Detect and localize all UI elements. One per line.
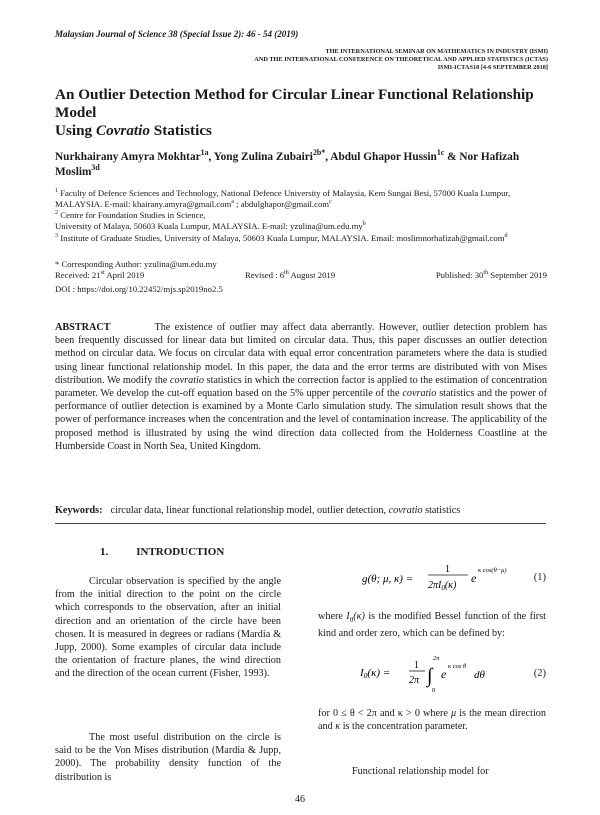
where-suffix: is the modified Bessel function of the first kind and order zero, which can be defined by: [318, 611, 546, 640]
eq2-numerator: 1 [414, 660, 419, 671]
eq1-den-arg: (κ) [444, 580, 457, 591]
kappa-symbol: κ [335, 721, 341, 733]
title-line-2-prefix: Using [55, 122, 96, 139]
affiliation-2-line-1: Centre for Foundation Studies in Science, [58, 210, 206, 220]
horizontal-divider [55, 523, 546, 524]
abstract [55, 321, 547, 453]
keywords-italic: covratio [388, 505, 423, 516]
eq2-lhs-symbol: I [360, 667, 364, 679]
published-suffix: September 2019 [488, 270, 547, 280]
author-2: Yong Zulina Zubairi [213, 151, 313, 163]
affiliation-2-marker: 2 [55, 210, 59, 217]
eq1-lhs: g(θ; μ, κ) = [362, 573, 414, 585]
affiliation-1-text: Faculty of Defence Sciences and Technology, National Defence University of Malaysia, Kem Sungai Besi, 57000 Kuala Lumpur, MALAYSIA. E-mail: khairany.amyra@gmail.com [55, 188, 511, 209]
parameter-conditions [318, 707, 546, 733]
conference-line-2: AND THE INTERNATIONAL CONFERENCE ON THEORETICAL AND APPLIED STATISTICS (ICTAS) [254, 56, 548, 63]
email-marker: b [362, 220, 366, 227]
conditions-text-2: is the mean direction and [318, 708, 546, 733]
integral-icon: ∫ [427, 665, 433, 687]
author-3-sup: 1c [436, 148, 445, 158]
bessel-symbol: I [346, 611, 350, 622]
received-suffix: April 2019 [104, 270, 145, 280]
author-list [55, 150, 550, 179]
intro-paragraph-1 [55, 575, 281, 681]
received-date [55, 270, 144, 280]
section-title: INTRODUCTION [136, 546, 225, 558]
eq2-differential: dθ [474, 669, 485, 681]
received-prefix: Received: 21 [55, 270, 101, 280]
email-marker: a [231, 198, 234, 205]
equation-1 [318, 560, 546, 594]
conditions-text-3: is the concentration parameter. [340, 721, 468, 733]
conditions-text-1: for 0 ≤ θ < 2π and κ > 0 where [318, 708, 451, 719]
intro-paragraph-1-text: Circular observation is specified by the angle from the initial direction to the point on the circle which corresponds to the observation, after an initial direction and an orientation of the circle have been chosen. It is measured in degrees or radians (Mardia & Jupp, 2000). Some examples of circular data include the orientation of fracture planes, the wind direction and the direction of the ocean current (Fisher, 1993). [55, 576, 281, 680]
bessel-definition-text [318, 610, 546, 640]
author-separator: , [208, 151, 214, 163]
title-line-2-suffix: Statistics [149, 122, 212, 139]
affiliation-2-line-2: University of Malaya, 50603 Kuala Lumpur, MALAYSIA. E-mail: yzulina@um.edu.my [55, 220, 363, 231]
affiliation-3-text: Institute of Graduate Studies, University of Malaya, 50603 Kuala Lumpur, MALAYSIA. Email: moslimnorhafizah@gmail.com [58, 233, 505, 243]
mu-symbol: μ [451, 708, 457, 719]
affiliation-1-marker: 1 [55, 188, 59, 195]
functional-relationship-paragraph [318, 765, 546, 778]
eq1-numerator: 1 [445, 564, 450, 575]
intro-paragraph-2 [55, 731, 281, 784]
abstract-label: ABSTRACT [55, 322, 111, 333]
where-prefix: where [318, 611, 347, 622]
title-line-2-italic: Covratio [95, 122, 150, 139]
conference-line-3: ISMI-ICTAS18 [4-6 SEPTEMBER 2018] [437, 64, 548, 71]
author-4-sup: 3d [91, 162, 100, 172]
equation-2-number: (2) [533, 667, 546, 679]
author-2-sup: 2b* [312, 148, 326, 158]
revised-prefix: Revised : 6 [244, 270, 285, 280]
equation-1-formula [318, 560, 508, 594]
eq1-denominator [428, 580, 457, 592]
eq2-exponent: κ cos θ [448, 663, 467, 670]
keywords [55, 505, 547, 516]
eq2-lhs-arg: (κ) = [367, 667, 391, 679]
equation-1-number: (1) [533, 571, 546, 583]
page-number: 46 [295, 794, 305, 805]
received-sup: st [100, 270, 105, 277]
bessel-subscript: 0 [349, 616, 354, 625]
keywords-label: Keywords: [55, 505, 103, 516]
affiliation-3 [55, 233, 547, 244]
title-line-1: An Outlier Detection Method for Circular Linear Functional Relationship Model [55, 86, 534, 121]
author-1-sup: 1a [200, 148, 209, 158]
published-prefix: Published: 30 [435, 270, 484, 280]
equation-2-formula [318, 652, 508, 694]
affiliation-1 [55, 188, 547, 209]
affiliation-3-marker: 3 [55, 233, 59, 240]
eq1-exponent: κ cos(θ−μ) [478, 567, 507, 574]
functional-relationship-text: Functional relationship model for [352, 766, 489, 777]
doi-link[interactable]: DOI : https://doi.org/10.22452/mjs.sp2019no2.5 [55, 284, 223, 294]
published-date [436, 270, 547, 280]
author-4: Nor Hafizah Moslim [55, 151, 520, 178]
journal-citation: Malaysian Journal of Science 38 (Special Issue 2): 46 - 54 (2019) [55, 29, 299, 39]
author-1: Nurkhairany Amyra Mokhtar [55, 151, 201, 163]
email-marker: c [329, 198, 332, 205]
eq1-den-main: 2πI [428, 580, 442, 591]
equation-2 [318, 652, 546, 694]
bessel-argument: (κ) [353, 611, 365, 622]
revised-date [245, 270, 335, 280]
eq2-exp-base: e [441, 667, 447, 681]
eq2-integral-upper: 2π [433, 655, 440, 662]
revised-suffix: August 2019 [288, 270, 336, 280]
paper-title [55, 86, 550, 140]
affiliation-2 [55, 210, 547, 231]
abstract-text-1: The existence of outlier may affect data aberrantly. However, outlier detection problem has been frequently discussed for linear data but limited on circular data. Thus, this paper discusses an outlier detection method on circular data. We focus on circular data with equal error concentration parameters where the data is studied using linear functional relationship model. In this paper, the data and the error terms are distributed with von Mises distribution. We modify the [55, 322, 547, 386]
eq2-integral-lower: 0 [432, 687, 436, 694]
article-dates [55, 270, 547, 280]
section-heading-introduction [100, 546, 224, 558]
affiliation-1-email: ; abdulghapor@gmail.com [233, 198, 330, 209]
eq1-den-sub: 0 [441, 584, 445, 592]
eq2-lhs [359, 667, 390, 680]
eq1-exp-base: e [471, 571, 477, 585]
keywords-text: circular data, linear functional relationship model, outlier detection, [110, 505, 389, 516]
abstract-italic-2: covratio [402, 388, 437, 400]
eq2-lhs-sub: 0 [363, 671, 368, 680]
conference-line-1: THE INTERNATIONAL SEMINAR ON MATHEMATICS IN INDUSTRY (ISMI) [325, 48, 548, 55]
abstract-italic-1: covratio [170, 374, 204, 386]
published-sup: th [483, 270, 489, 277]
intro-paragraph-2-text: The most useful distribution on the circle is said to be the Von Mises distribution (Mardia & Jupp, 2000). The probability density function of the distribution is [55, 732, 281, 783]
author-separator: , [325, 151, 331, 163]
corresponding-author: * Corresponding Author: yzulina@um.edu.my [55, 259, 217, 269]
revised-sup: th [284, 270, 289, 277]
email-marker: d [504, 233, 508, 240]
author-separator: & [444, 151, 460, 163]
author-3: Abdul Ghapor Hussin [330, 151, 437, 163]
abstract-text-2: statistics in which the correction factor is applied to the estimation of concentration parameter. We develop the cut-off equation based on the 5% upper percentile of the [55, 374, 547, 400]
section-number: 1. [100, 546, 109, 558]
keywords-suffix: statistics [422, 505, 461, 516]
abstract-text-3: statistics and the power of performance of outlier detection is examined by a Monte Carlo simulation study. The simulation result shows that the power of performance increases when the concentration and the level of contamination increase. The applicability of the proposed method is illustrated by using the wind direction data collected from the Holderness Coastline at the Humberside Coast in North Sea, United Kingdom. [55, 388, 547, 452]
eq2-denominator: 2π [409, 675, 420, 686]
